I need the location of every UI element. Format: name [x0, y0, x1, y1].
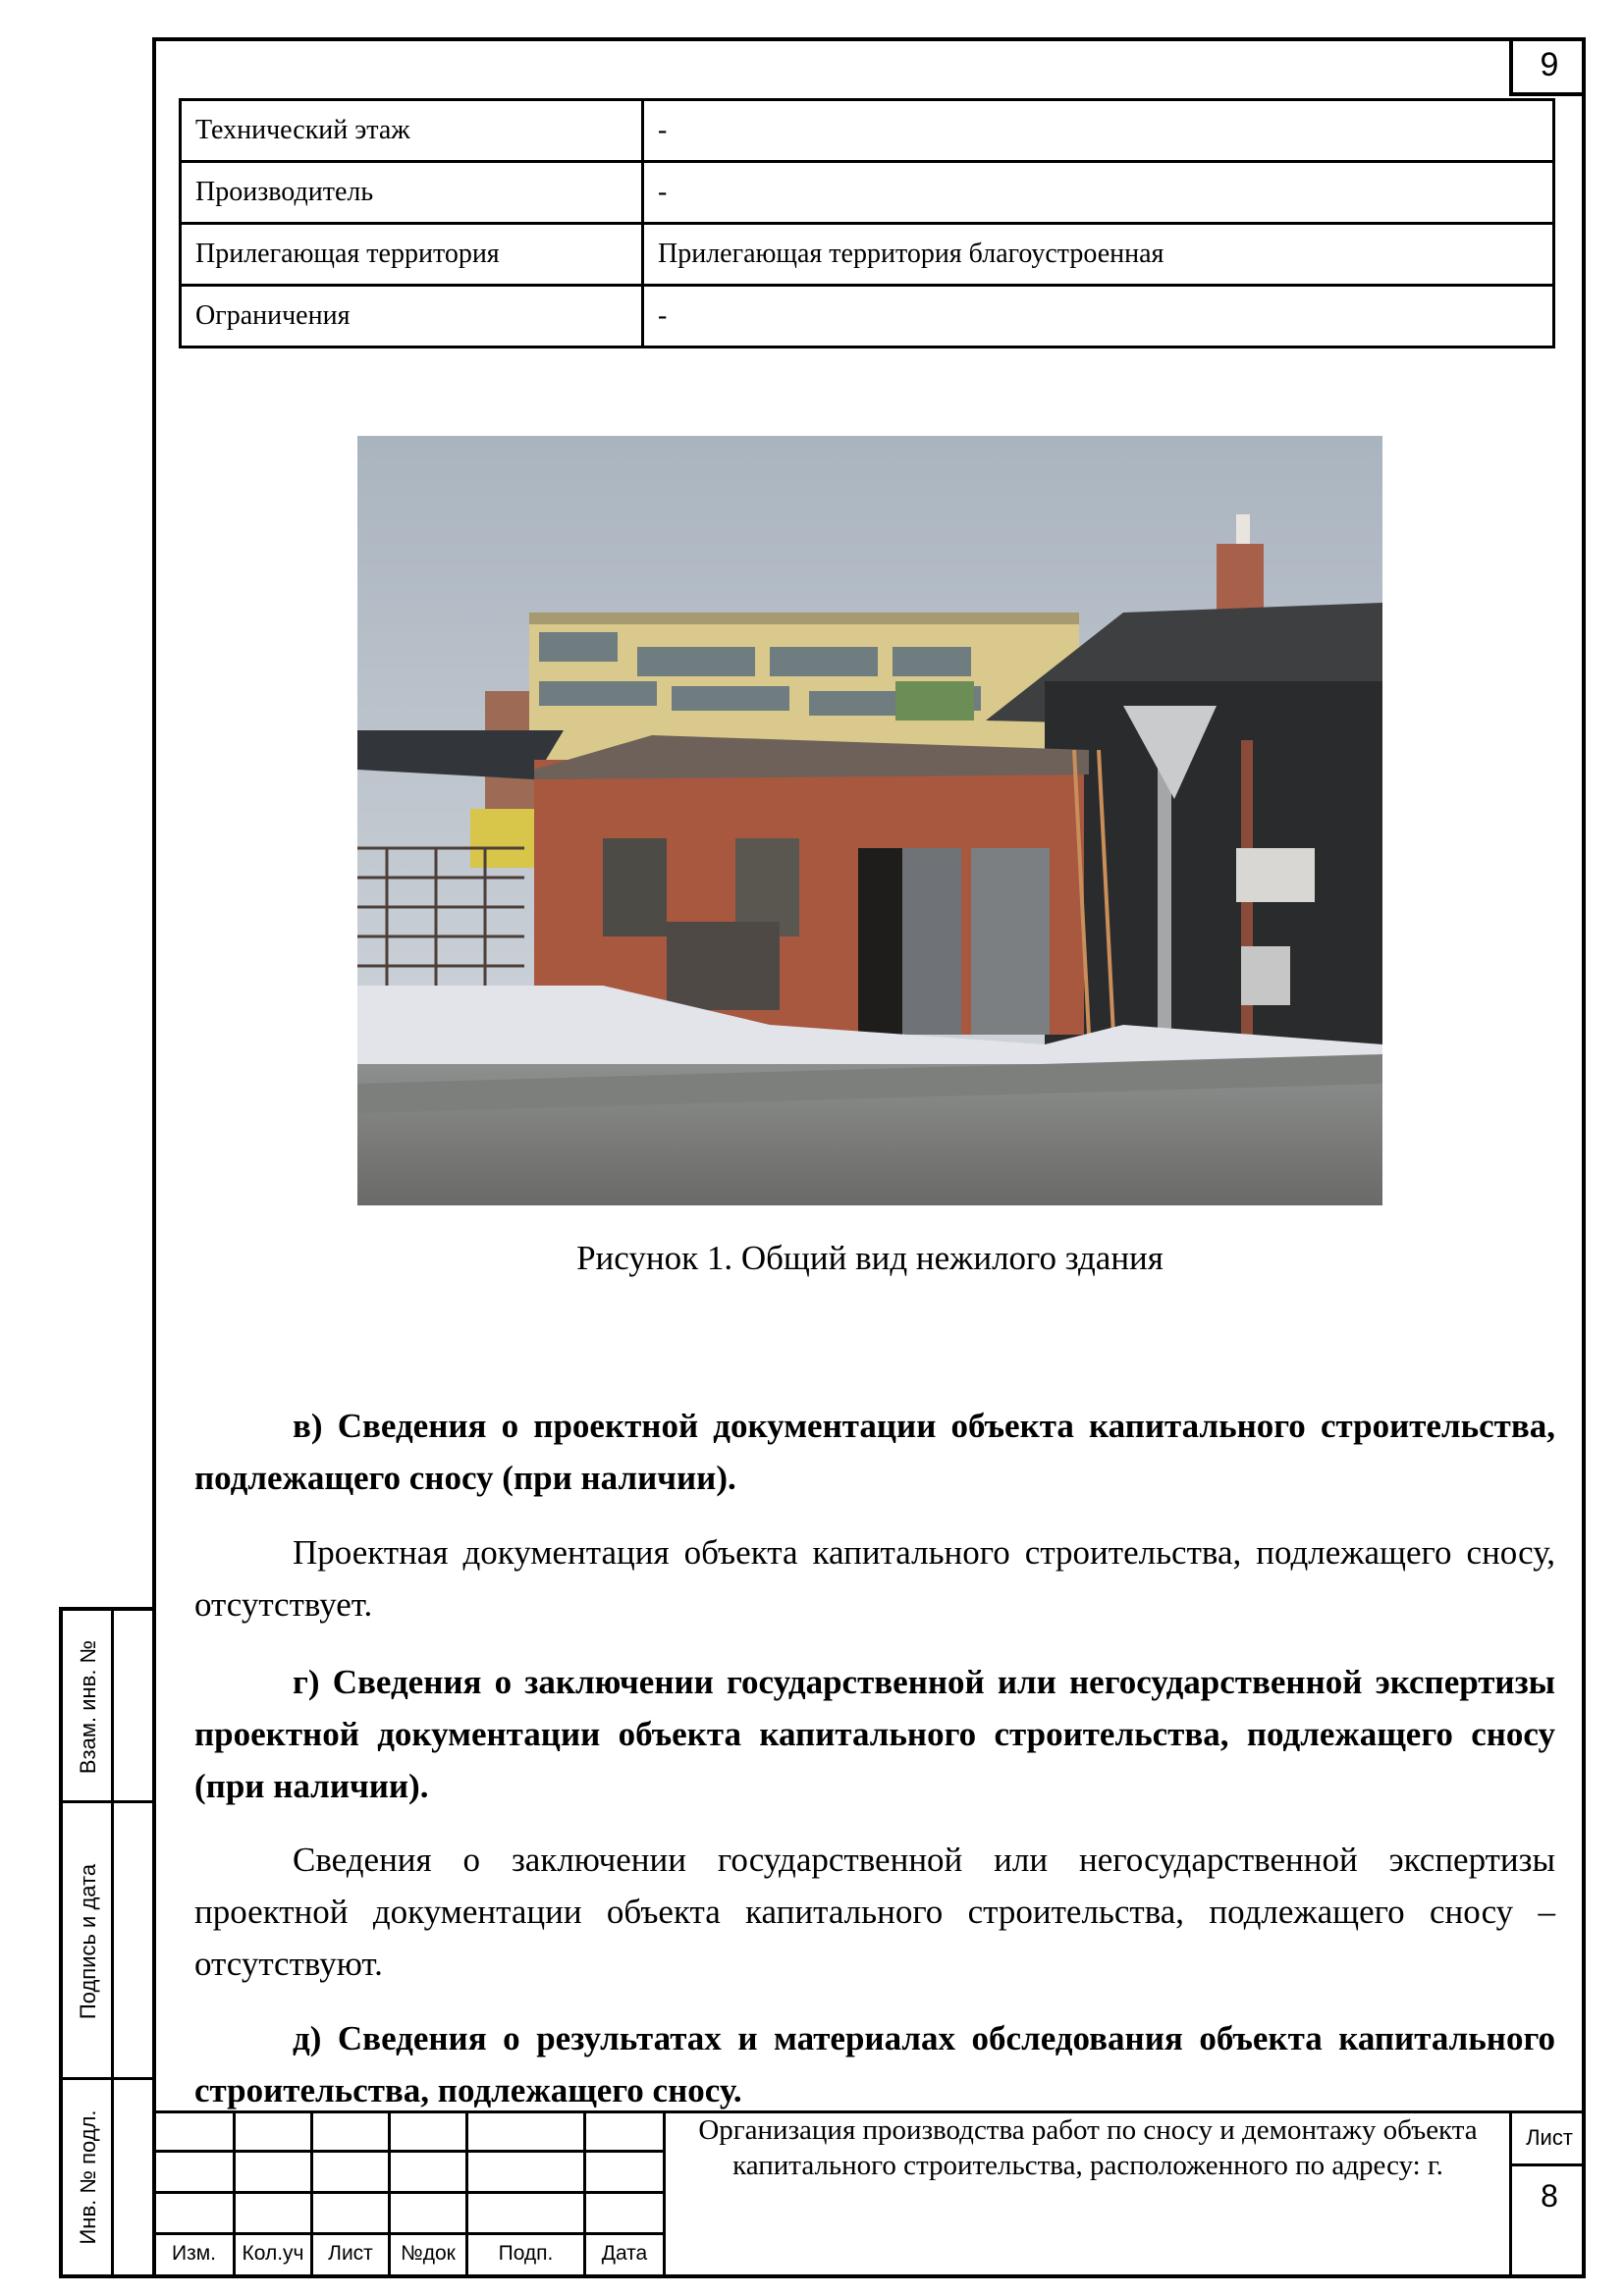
title-block-rule — [152, 2150, 663, 2153]
property-value: Прилегающая территория благоустроенная — [643, 224, 1554, 286]
section-d-heading: д) Сведения о результатах и материалах обследования объекта капитального строительства, подлежащего сносу. — [194, 2019, 1555, 2109]
property-value: - — [643, 286, 1554, 347]
section-v-heading: в) Сведения о проектной документации объекта капитального строительства, подлежащего сносу (при наличии). — [194, 1407, 1555, 1497]
building-photo — [357, 436, 1382, 1205]
section-v-text: Проектная документация объекта капитального строительства, подлежащего сносу, отсутствует. — [194, 1533, 1555, 1624]
document-title: Организация производства работ по сносу и демонтажу объекта капитального строительства, расположенного по адресу: г. — [698, 2114, 1478, 2181]
col-list: Лист — [328, 2242, 373, 2265]
section-g-heading: г) Сведения о заключении государственной или негосударственной экспертизы проектной документации объекта капитального строительства, подлежащего сносу (при наличии). — [194, 1663, 1555, 1805]
table-row — [181, 286, 1554, 347]
col-izm: Изм. — [172, 2242, 216, 2265]
side-label-podpis-data: Подпись и дата — [76, 1863, 100, 2020]
section-g-text: Сведения о заключении государственной или негосударственной экспертизы проектной документации объекта капитального строительства, подлежащего сносу – отсутствуют. — [194, 1841, 1555, 1983]
sheet-label: Лист — [1526, 2125, 1573, 2150]
side-label-inv-podl: Инв. № подл. — [76, 2109, 100, 2245]
side-cell-inv — [63, 2080, 152, 2274]
side-stamp — [59, 1607, 156, 2278]
properties-table — [179, 98, 1555, 348]
table-row — [181, 100, 1554, 162]
col-podp: Подп. — [498, 2242, 554, 2265]
table-row — [181, 224, 1554, 286]
side-label-vzam-inv: Взам. инв. № — [76, 1639, 100, 1775]
side-cell-podpis — [63, 1803, 152, 2080]
table-row — [181, 162, 1554, 224]
side-cell-vzam — [63, 1611, 152, 1803]
title-block-rule — [152, 2232, 663, 2235]
property-key: Технический этаж — [181, 100, 643, 162]
property-key: Производитель — [181, 162, 643, 224]
page-number: 9 — [1509, 37, 1586, 96]
property-key: Прилегающая территория — [181, 224, 643, 286]
property-value: - — [643, 100, 1554, 162]
col-ndok: №док — [401, 2242, 456, 2265]
sheet-number: 8 — [1541, 2177, 1558, 2214]
property-key: Ограничения — [181, 286, 643, 347]
col-kol-uch: Кол.уч — [242, 2242, 304, 2265]
figure-caption: Рисунок 1. Общий вид нежилого здания — [576, 1239, 1164, 1277]
property-value: - — [643, 162, 1554, 224]
title-block-rule — [152, 2191, 663, 2194]
col-data: Дата — [601, 2242, 648, 2265]
